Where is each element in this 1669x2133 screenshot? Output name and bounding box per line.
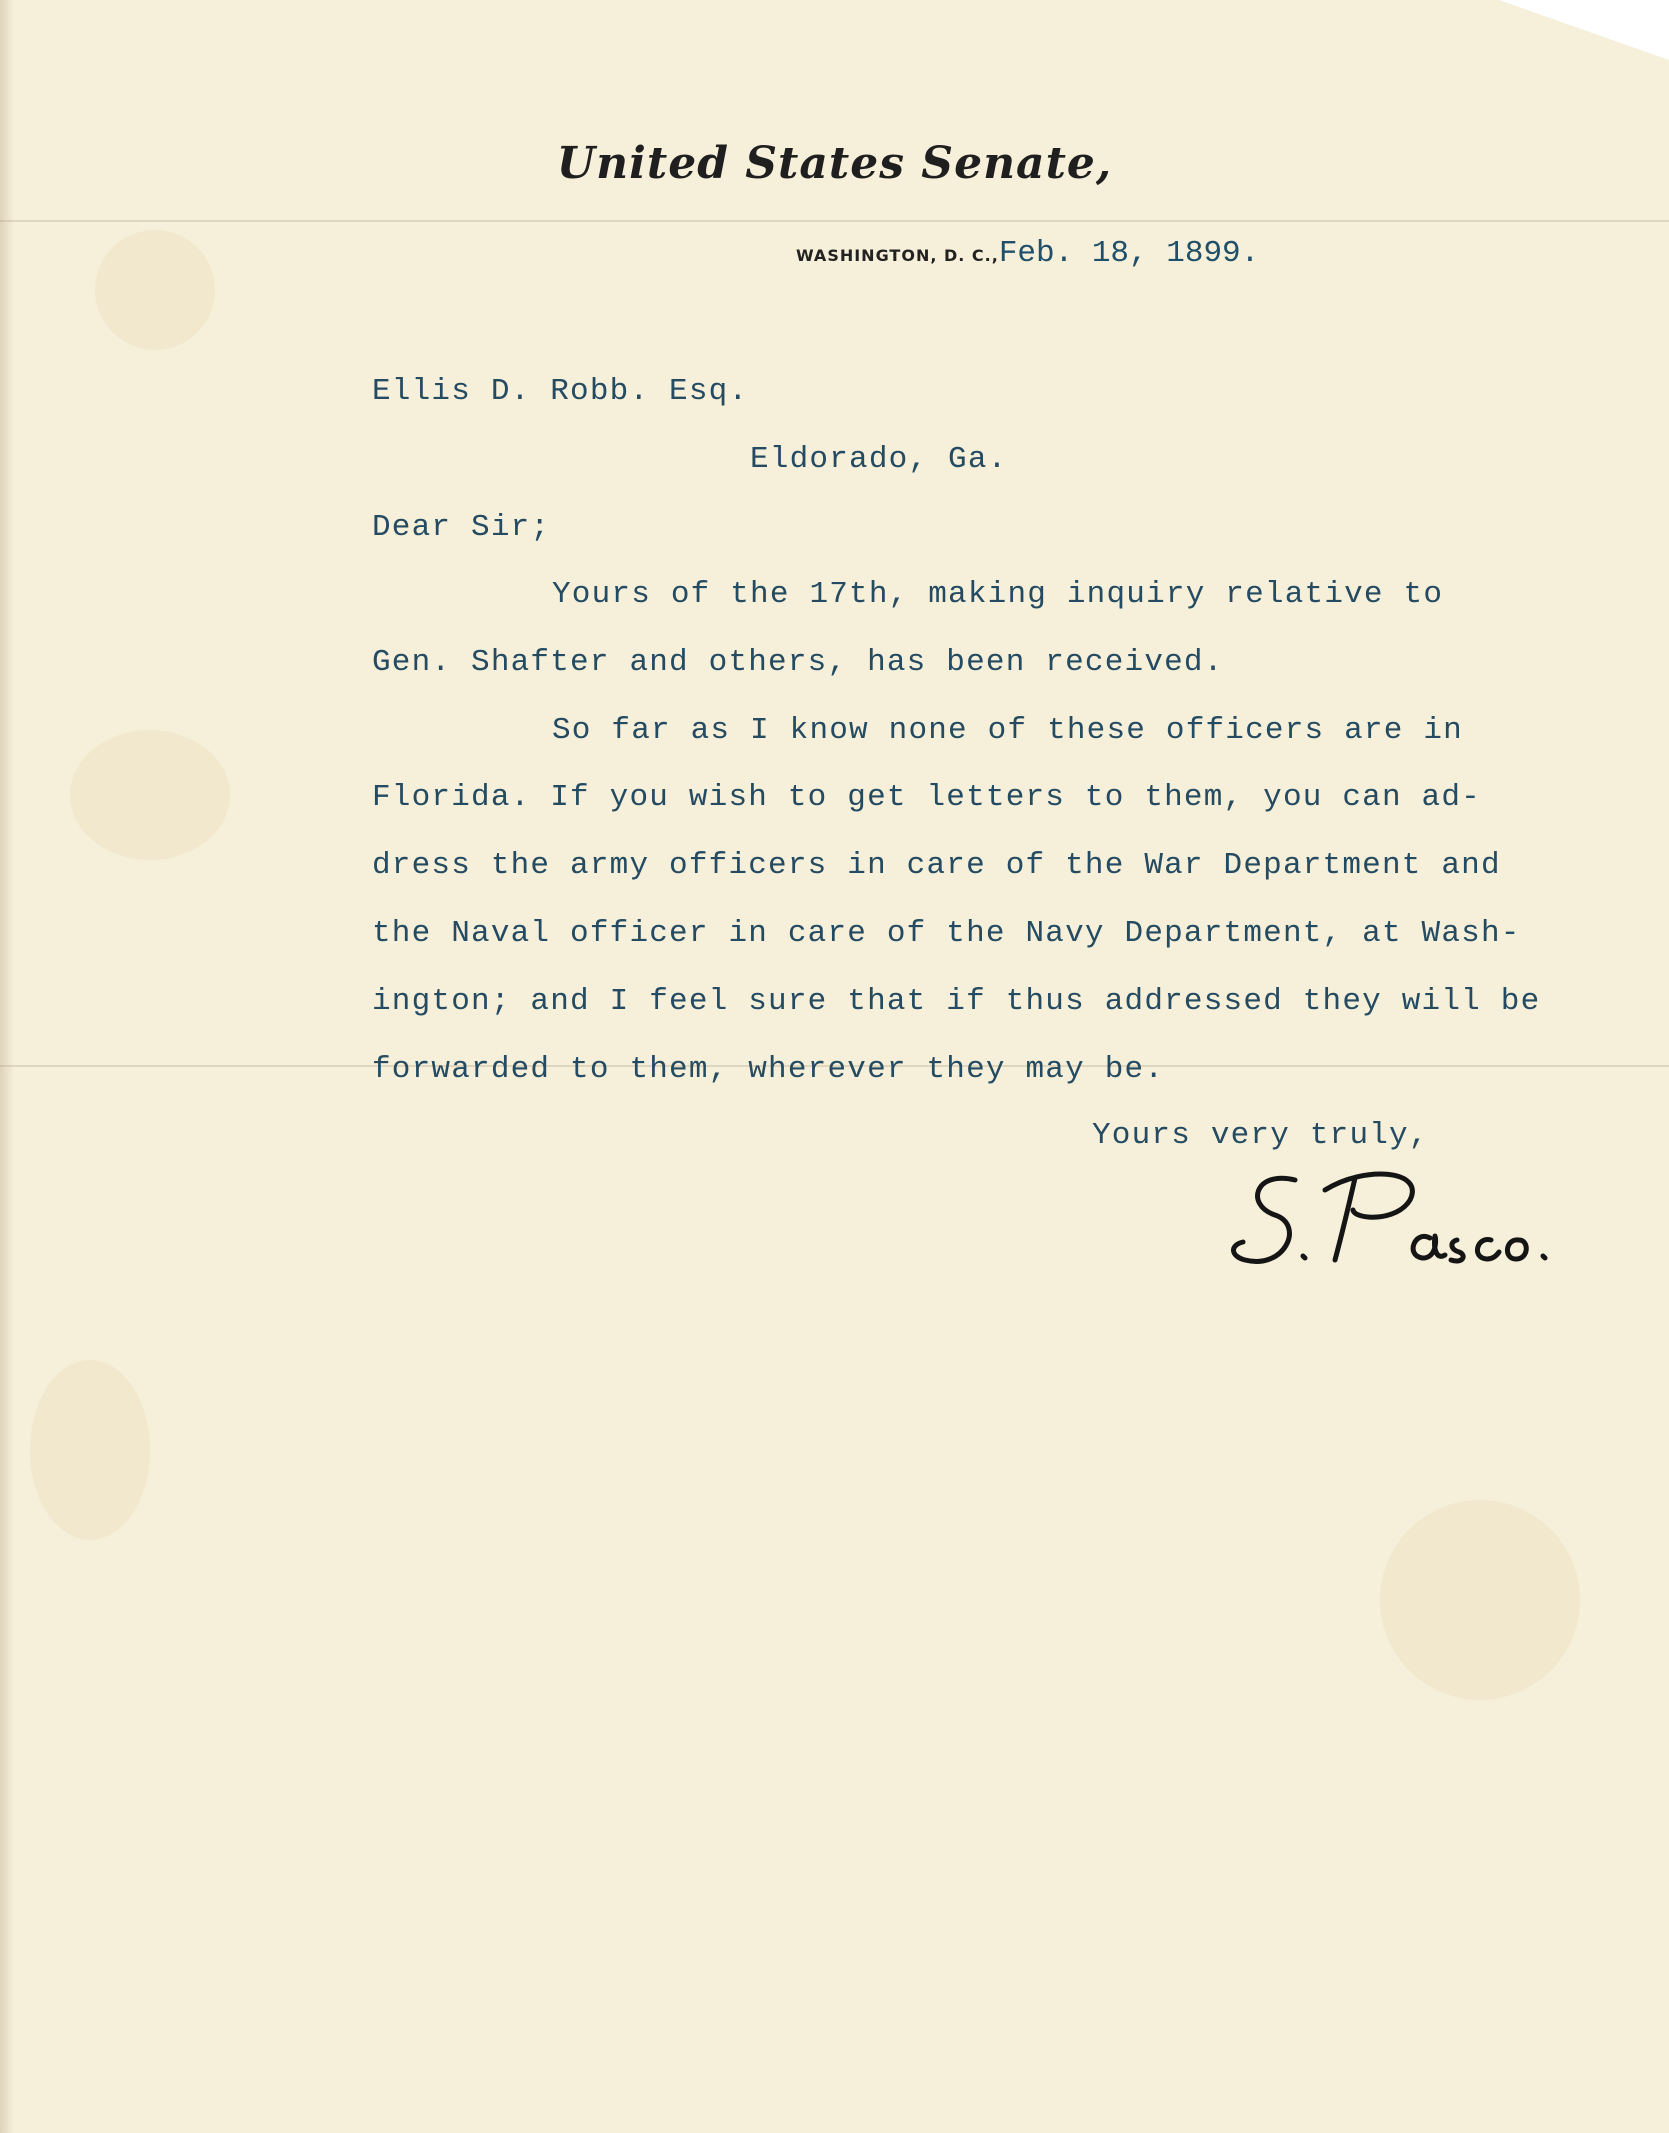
torn-corner <box>1499 0 1669 60</box>
recipient-name: Ellis D. Robb. Esq. <box>372 374 749 409</box>
body-line: So far as I know none of these officers are in <box>552 713 1463 748</box>
salutation: Dear Sir; <box>372 510 551 545</box>
body-line: the Naval officer in care of the Navy Department, at Wash- <box>372 916 1521 951</box>
body-line: Gen. Shafter and others, has been received. <box>372 645 1224 680</box>
paper-stain <box>70 730 230 860</box>
fold-line <box>0 220 1669 222</box>
dateline <box>796 236 1259 271</box>
paper-stain <box>1380 1500 1580 1700</box>
body-line: Florida. If you wish to get letters to them, you can ad- <box>372 780 1481 815</box>
closing: Yours very truly, <box>1092 1118 1429 1153</box>
dateline-date: Feb. 18, 1899. <box>998 236 1260 271</box>
paper-stain <box>95 230 215 350</box>
dateline-place: WASHINGTON, D. C., <box>796 246 999 265</box>
handwritten-signature <box>1225 1160 1555 1280</box>
body-line: forwarded to them, wherever they may be. <box>372 1052 1165 1087</box>
body-line: Yours of the 17th, making inquiry relative to <box>552 577 1444 612</box>
recipient-location: Eldorado, Ga. <box>750 442 1008 477</box>
paper-stain <box>30 1360 150 1540</box>
body-line: dress the army officers in care of the War Department and <box>372 848 1501 883</box>
body-line: ington; and I feel sure that if thus addressed they will be <box>372 984 1541 1019</box>
letterhead-title: United States Senate, <box>556 138 1113 189</box>
